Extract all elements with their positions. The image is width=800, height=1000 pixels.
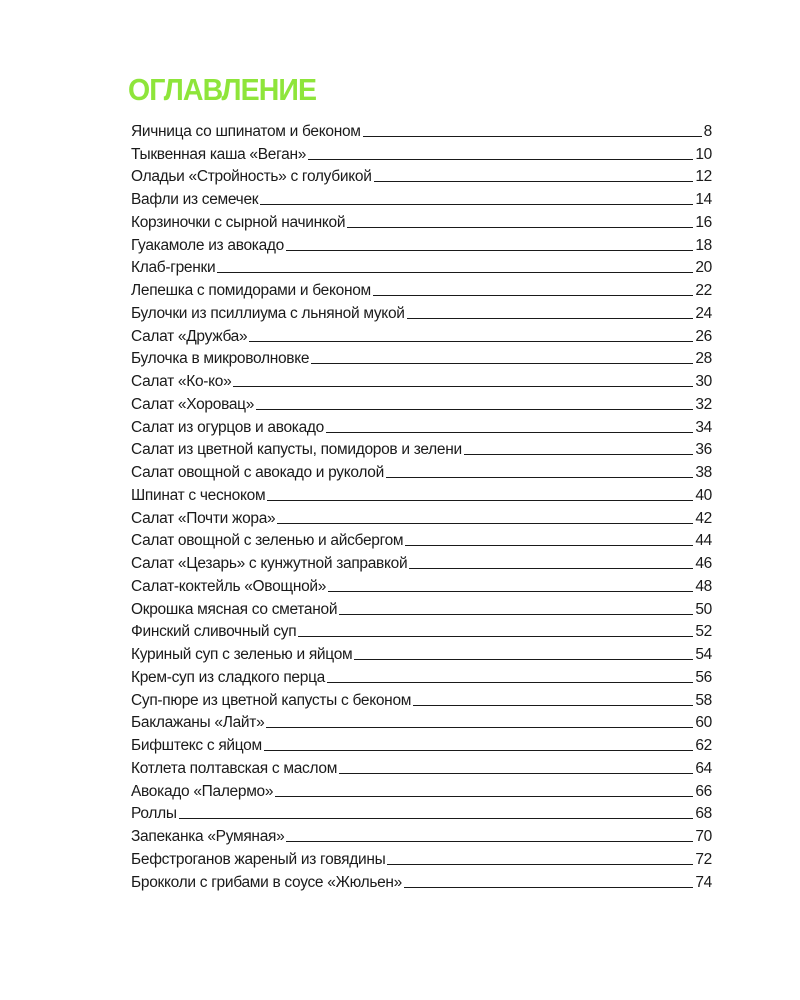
- toc-entry-title: Гуакамоле из авокадо: [131, 236, 284, 254]
- toc-entry-title: Запеканка «Румяная»: [131, 828, 285, 845]
- toc-entry-page-number: 14: [695, 191, 712, 208]
- toc-entry-page-number: 48: [695, 577, 712, 595]
- toc-entry-title: Тыквенная каша «Веган»: [131, 145, 307, 163]
- toc-entry-page-number: 10: [695, 145, 712, 163]
- toc-entry-page-number: 46: [695, 555, 712, 572]
- toc-entry-leader-line: [386, 477, 693, 478]
- toc-entry-title: Роллы: [131, 805, 177, 823]
- toc-entry: [131, 118, 712, 141]
- toc-entry-page-number: 52: [695, 623, 712, 641]
- toc-entry-page-number: 20: [695, 259, 712, 277]
- toc-entry-leader-line: [464, 454, 693, 455]
- toc-entry: [131, 801, 712, 824]
- toc-entry-page-number: 24: [695, 304, 712, 322]
- toc-entry: [131, 414, 712, 437]
- toc-entry: [131, 846, 712, 869]
- toc-entry-page-number: 22: [695, 282, 712, 299]
- toc-entry-page-number: 30: [695, 373, 712, 390]
- toc-entry-page-number: 12: [695, 168, 712, 186]
- toc-entry: [131, 459, 712, 482]
- toc-entry-leader-line: [266, 727, 693, 728]
- toc-entry-page-number: 34: [695, 418, 712, 436]
- toc-entry-title: Оладьи «Стройность» с голубикой: [131, 168, 372, 186]
- toc-entry-leader-line: [327, 682, 693, 683]
- toc-entry-leader-line: [347, 227, 693, 228]
- toc-entry-title: Салат из цветной капусты, помидоров и зелени: [131, 441, 462, 459]
- toc-entry-page-number: 72: [695, 850, 712, 868]
- toc-entry-title: Булочка в микроволновке: [131, 350, 310, 368]
- toc-entry-leader-line: [308, 159, 693, 160]
- toc-entry: [131, 437, 712, 460]
- toc-entry-page-number: 26: [695, 327, 712, 345]
- page-title: ОГЛАВЛЕНИЕ: [128, 72, 317, 107]
- toc-entry: [131, 391, 712, 414]
- toc-entry-title: Лепешка с помидорами и беконом: [131, 282, 371, 299]
- toc-entry-title: Куриный суп с зеленью и яйцом: [131, 646, 353, 663]
- toc-entry-leader-line: [339, 773, 693, 774]
- toc-entry: [131, 528, 712, 551]
- toc-entry-title: Яичница со шпинатом и беконом: [131, 122, 361, 140]
- toc-entry-leader-line: [256, 409, 693, 410]
- toc-entry: [131, 755, 712, 778]
- toc-entry-page-number: 42: [695, 509, 712, 527]
- toc-entry-leader-line: [233, 386, 693, 387]
- toc-entry-title: Салат-коктейль «Овощной»: [131, 577, 327, 595]
- toc-entry-page-number: 54: [695, 646, 712, 663]
- toc-entry-title: Салат «Ко-ко»: [131, 373, 232, 390]
- toc-entry-leader-line: [407, 318, 694, 319]
- toc-entry-leader-line: [405, 545, 693, 546]
- toc-entry: [131, 869, 712, 892]
- toc-entry-page-number: 74: [695, 873, 712, 891]
- toc-entry-leader-line: [404, 887, 693, 888]
- toc-entry-title: Шпинат с чесноком: [131, 486, 266, 504]
- toc-entry: [131, 664, 712, 687]
- toc-entry: [131, 186, 712, 209]
- toc-entry-leader-line: [264, 750, 693, 751]
- toc-entry-title: Авокадо «Палермо»: [131, 782, 274, 800]
- toc-entry-page-number: 38: [695, 464, 712, 481]
- toc-entry-title: Салат «Почти жора»: [131, 509, 276, 527]
- toc-entry-leader-line: [298, 636, 693, 637]
- toc-entry-leader-line: [275, 796, 693, 797]
- toc-entry-leader-line: [260, 204, 693, 205]
- toc-entry-title: Салат «Хоровац»: [131, 395, 255, 413]
- toc-entry: [131, 505, 712, 528]
- toc-entry-leader-line: [311, 363, 693, 364]
- toc-entry-leader-line: [326, 432, 693, 433]
- toc-entry-page-number: 70: [695, 828, 712, 845]
- toc-entry-title: Вафли из семечек: [131, 191, 259, 208]
- toc-entry-title: Котлета полтавская с маслом: [131, 759, 338, 777]
- toc-entry-page-number: 40: [695, 486, 712, 504]
- toc-entry: [131, 778, 712, 801]
- toc-entry: [131, 823, 712, 846]
- toc-entry: [131, 323, 712, 346]
- toc-entry: [131, 687, 712, 710]
- toc-entry-leader-line: [409, 568, 693, 569]
- toc-entry-leader-line: [267, 500, 693, 501]
- toc-entry-page-number: 56: [695, 668, 712, 686]
- toc-entry-title: Суп-пюре из цветной капусты с беконом: [131, 691, 412, 709]
- toc-entry: [131, 300, 712, 323]
- toc-entry-title: Финский сливочный суп: [131, 623, 297, 641]
- toc-entry-page-number: 36: [695, 441, 712, 459]
- toc-entry-leader-line: [277, 523, 693, 524]
- toc-entry-title: Салат овощной с авокадо и руколой: [131, 464, 384, 481]
- toc-entry-title: Окрошка мясная со сметаной: [131, 600, 338, 618]
- toc-entry-title: Булочки из псиллиума с льняной мукой: [131, 304, 405, 322]
- toc-entry-page-number: 18: [695, 236, 712, 254]
- toc-entry-title: Салат овощной с зеленью и айсбергом: [131, 532, 404, 550]
- toc-entry: [131, 346, 712, 369]
- toc-entry-title: Бифштекс с яйцом: [131, 737, 262, 754]
- toc-entry-title: Корзиночки с сырной начинкой: [131, 213, 346, 231]
- toc-entry-leader-line: [179, 818, 694, 819]
- toc-entry: [131, 277, 712, 300]
- toc-entry-leader-line: [328, 591, 693, 592]
- toc-entry-page-number: 28: [695, 350, 712, 368]
- toc-entry-page-number: 16: [695, 213, 712, 231]
- toc-entry-page-number: 44: [695, 532, 712, 550]
- toc-entry-page-number: 32: [695, 395, 712, 413]
- toc-entry: [131, 368, 712, 391]
- toc-entry-leader-line: [413, 705, 693, 706]
- toc-entry-leader-line: [249, 341, 693, 342]
- toc-entry-page-number: 68: [695, 805, 712, 823]
- toc-entry: [131, 482, 712, 505]
- toc-entry-title: Клаб-гренки: [131, 259, 216, 277]
- toc-entry: [131, 164, 712, 187]
- toc-entry-page-number: 62: [695, 737, 712, 754]
- toc-entry: [131, 141, 712, 164]
- toc-entry-title: Бефстроганов жареный из говядины: [131, 850, 386, 868]
- toc-entry-page-number: 58: [695, 691, 712, 709]
- toc-entry-page-number: 8: [703, 122, 712, 140]
- toc-entry-leader-line: [286, 841, 693, 842]
- toc-entry-leader-line: [339, 614, 693, 615]
- toc-entry-leader-line: [354, 659, 693, 660]
- toc-entry-title: Брокколи с грибами в соусе «Жюльен»: [131, 873, 402, 891]
- toc-entry: [131, 596, 712, 619]
- toc-entry-leader-line: [374, 181, 694, 182]
- toc-entry-title: Салат из огурцов и авокадо: [131, 418, 324, 436]
- toc-entry-page-number: 50: [695, 600, 712, 618]
- toc-entry: [131, 710, 712, 733]
- toc-entry-leader-line: [363, 136, 702, 137]
- toc-entry: [131, 619, 712, 642]
- toc-entry-leader-line: [373, 295, 693, 296]
- toc-entry: [131, 232, 712, 255]
- toc-entry-page-number: 64: [695, 759, 712, 777]
- toc-entry-title: Салат «Дружба»: [131, 327, 248, 345]
- toc-entry-page-number: 60: [695, 714, 712, 732]
- toc-entry: [131, 550, 712, 573]
- toc-entry: [131, 209, 712, 232]
- toc-entry: [131, 641, 712, 664]
- toc-entry-leader-line: [286, 250, 693, 251]
- toc-entry: [131, 732, 712, 755]
- table-of-contents: [131, 118, 712, 892]
- toc-entry-page-number: 66: [695, 782, 712, 800]
- toc-entry-title: Баклажаны «Лайт»: [131, 714, 265, 732]
- toc-entry-leader-line: [387, 864, 693, 865]
- toc-entry: [131, 573, 712, 596]
- toc-entry-title: Салат «Цезарь» с кунжутной заправкой: [131, 555, 408, 572]
- toc-entry-title: Крем-суп из сладкого перца: [131, 668, 325, 686]
- toc-entry: [131, 255, 712, 278]
- toc-entry-leader-line: [217, 272, 693, 273]
